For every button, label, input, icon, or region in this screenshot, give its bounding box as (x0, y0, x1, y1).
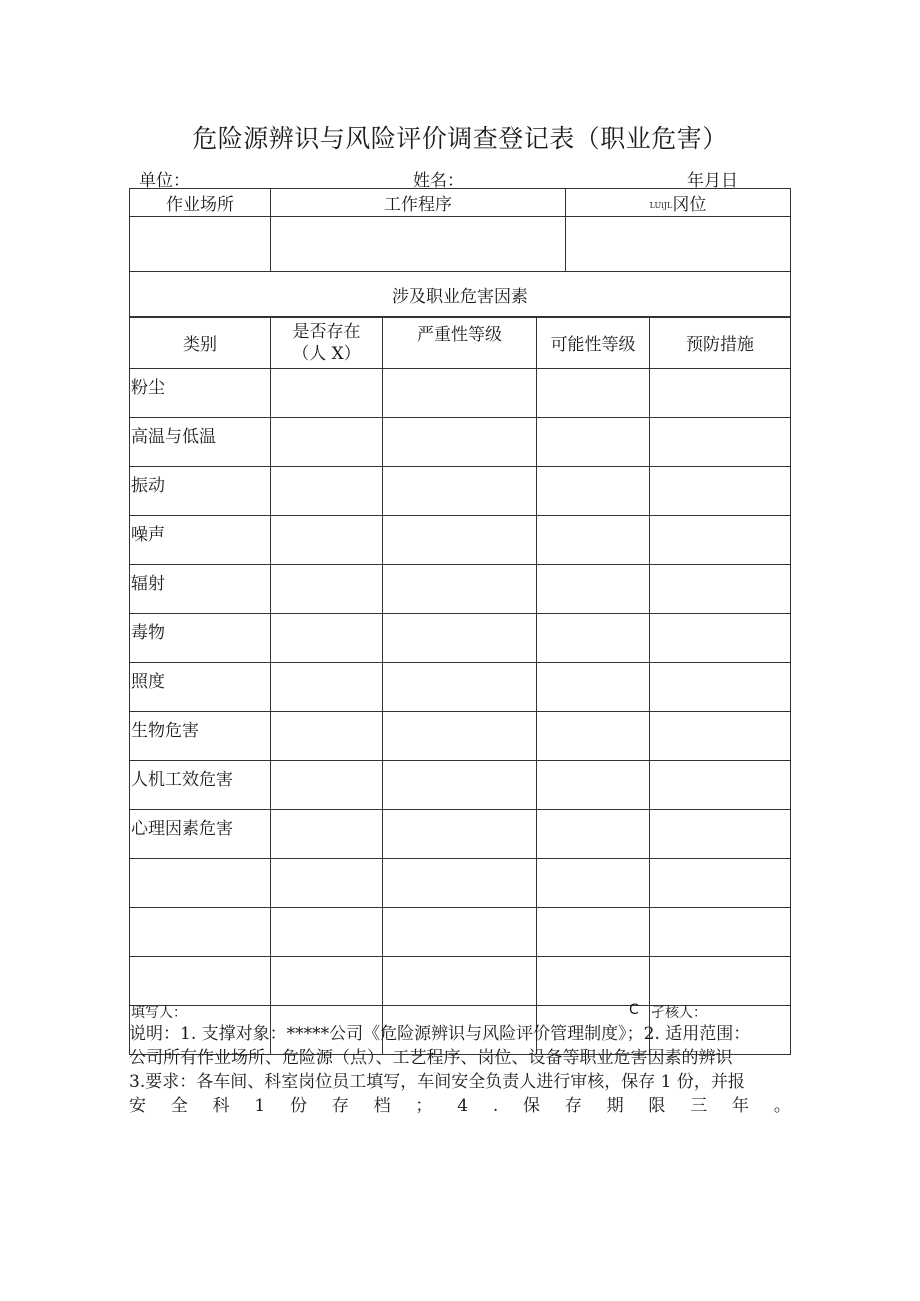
likelihood-cell[interactable] (537, 957, 650, 1006)
likelihood-cell[interactable] (537, 565, 650, 614)
workplace-cell[interactable] (130, 217, 271, 272)
name-label: 姓名： (413, 171, 464, 191)
notes-line-4-char: ； (415, 1096, 433, 1116)
notes-line-4-char: 。 (773, 1096, 791, 1116)
exists-cell[interactable] (271, 761, 383, 810)
exists-header-line2: （人 X） (292, 343, 361, 364)
severity-header: 严重性等级 (383, 317, 537, 369)
hazard-category (130, 957, 271, 1006)
procedure-header: 工作程序 (271, 189, 566, 217)
notes-line-1: 说明：1. 支撑对象：*****公司《危险源辨识与风险评价管理制度》；2. 适用范围： (129, 1024, 751, 1044)
likelihood-cell[interactable] (537, 614, 650, 663)
exists-cell[interactable] (271, 663, 383, 712)
prevention-cell[interactable] (650, 712, 791, 761)
severity-cell[interactable] (383, 859, 537, 908)
notes-line-4-char: 档 (373, 1096, 391, 1116)
filler-label: 填写人： (131, 1005, 187, 1021)
exists-cell[interactable] (271, 859, 383, 908)
exists-cell[interactable] (271, 467, 383, 516)
hazard-row (130, 663, 791, 712)
prevention-cell[interactable] (650, 467, 791, 516)
procedure-cell[interactable] (271, 217, 566, 272)
notes-line-4-char: 4 (457, 1096, 469, 1116)
hazard-category: 心理因素危害 (130, 810, 271, 859)
likelihood-cell[interactable] (537, 859, 650, 908)
post-prefix: LUiJL (649, 201, 673, 210)
severity-cell[interactable] (383, 810, 537, 859)
unit-label: 单位： (139, 171, 190, 191)
prevention-cell[interactable] (650, 614, 791, 663)
likelihood-cell[interactable] (537, 761, 650, 810)
category-header: 类别 (130, 317, 271, 369)
hazard-category (130, 859, 271, 908)
likelihood-cell[interactable] (537, 467, 650, 516)
notes-line-4-char: 三 (690, 1096, 708, 1116)
likelihood-cell[interactable] (537, 663, 650, 712)
prevention-cell[interactable] (650, 908, 791, 957)
notes-line-4-char: 科 (212, 1096, 230, 1116)
prevention-cell[interactable] (650, 810, 791, 859)
post-label: 冈位 (672, 195, 707, 215)
notes-line-4-char: 存 (564, 1096, 582, 1116)
hazard-category: 辐射 (130, 565, 271, 614)
notes-line-4-char: 保 (523, 1096, 541, 1116)
exists-header-line1: 是否存在 (292, 321, 361, 342)
prevention-cell[interactable] (650, 369, 791, 418)
notes-line-4-char: 年 (732, 1096, 750, 1116)
exists-cell[interactable] (271, 712, 383, 761)
hazard-category: 生物危害 (130, 712, 271, 761)
prevention-cell[interactable] (650, 418, 791, 467)
exists-cell[interactable] (271, 516, 383, 565)
form-title: 危险源辨识与风险评价调查登记表（职业危害） (192, 124, 728, 153)
severity-cell[interactable] (383, 663, 537, 712)
notes (129, 1022, 791, 1118)
severity-cell[interactable] (383, 761, 537, 810)
hazard-category: 毒物 (130, 614, 271, 663)
severity-cell[interactable] (383, 614, 537, 663)
hazard-row (130, 859, 791, 908)
notes-line-4-char: 1 (254, 1096, 266, 1116)
hazard-category (130, 908, 271, 957)
hazard-category: 粉尘 (130, 369, 271, 418)
exists-cell[interactable] (271, 565, 383, 614)
likelihood-cell[interactable] (537, 516, 650, 565)
exists-cell[interactable] (271, 810, 383, 859)
exists-header (271, 317, 383, 369)
notes-line-4-char: 存 (331, 1096, 349, 1116)
c-mark: C (629, 1002, 639, 1018)
prevention-cell[interactable] (650, 761, 791, 810)
severity-cell[interactable] (383, 369, 537, 418)
section-header: 涉及职业危害因素 (130, 272, 791, 318)
hazard-category: 高温与低温 (130, 418, 271, 467)
likelihood-cell[interactable] (537, 908, 650, 957)
hazard-row (130, 565, 791, 614)
prevention-cell[interactable] (650, 957, 791, 1006)
notes-line-4-char: 全 (170, 1096, 188, 1116)
info-table (129, 188, 791, 318)
likelihood-cell[interactable] (537, 712, 650, 761)
notes-line-4-char: 期 (606, 1096, 624, 1116)
prevention-cell[interactable] (650, 859, 791, 908)
severity-cell[interactable] (383, 516, 537, 565)
severity-cell[interactable] (383, 565, 537, 614)
hazard-row (130, 614, 791, 663)
prevention-cell[interactable] (650, 565, 791, 614)
severity-cell[interactable] (383, 712, 537, 761)
workplace-header: 作业场所 (130, 189, 271, 217)
date-label: 年月日 (687, 171, 738, 191)
hazard-row (130, 957, 791, 1006)
likelihood-cell[interactable] (537, 369, 650, 418)
likelihood-cell[interactable] (537, 810, 650, 859)
likelihood-header: 可能性等级 (537, 317, 650, 369)
exists-cell[interactable] (271, 418, 383, 467)
post-cell[interactable] (566, 217, 791, 272)
notes-line-4 (129, 1094, 791, 1118)
exists-cell[interactable] (271, 614, 383, 663)
hazard-row (130, 369, 791, 418)
hazard-row (130, 712, 791, 761)
hazard-category: 噪声 (130, 516, 271, 565)
notes-line-4-char: 份 (290, 1096, 308, 1116)
exists-cell[interactable] (271, 908, 383, 957)
notes-line-2: 公司所有作业场所、危险源（点）、工艺程序、岗位、设备等职业危害因素的辨识 (129, 1048, 733, 1068)
severity-cell[interactable] (383, 908, 537, 957)
severity-cell[interactable] (383, 957, 537, 1006)
exists-cell[interactable] (271, 369, 383, 418)
hazard-row (130, 908, 791, 957)
exists-cell[interactable] (271, 957, 383, 1006)
notes-line-3: 3.要求：各车间、科室岗位员工填写，车间安全负责人进行审核，保存 1 份，并报 (129, 1072, 745, 1092)
hazard-row (130, 761, 791, 810)
likelihood-cell[interactable] (537, 418, 650, 467)
severity-cell[interactable] (383, 467, 537, 516)
hazard-row (130, 418, 791, 467)
reviewer-label: 孑核人： (651, 1005, 707, 1021)
hazard-category: 振动 (130, 467, 271, 516)
hazard-row (130, 467, 791, 516)
prevention-cell[interactable] (650, 663, 791, 712)
post-header (566, 189, 791, 217)
notes-line-4-char: . (492, 1096, 499, 1116)
notes-line-4-char: 安 (129, 1096, 146, 1116)
notes-line-4-char: 限 (648, 1096, 666, 1116)
hazard-category: 照度 (130, 663, 271, 712)
prevention-header: 预防措施 (650, 317, 791, 369)
hazard-table (129, 316, 791, 1055)
hazard-row (130, 516, 791, 565)
severity-cell[interactable] (383, 418, 537, 467)
hazard-category: 人机工效危害 (130, 761, 271, 810)
prevention-cell[interactable] (650, 516, 791, 565)
hazard-row (130, 810, 791, 859)
